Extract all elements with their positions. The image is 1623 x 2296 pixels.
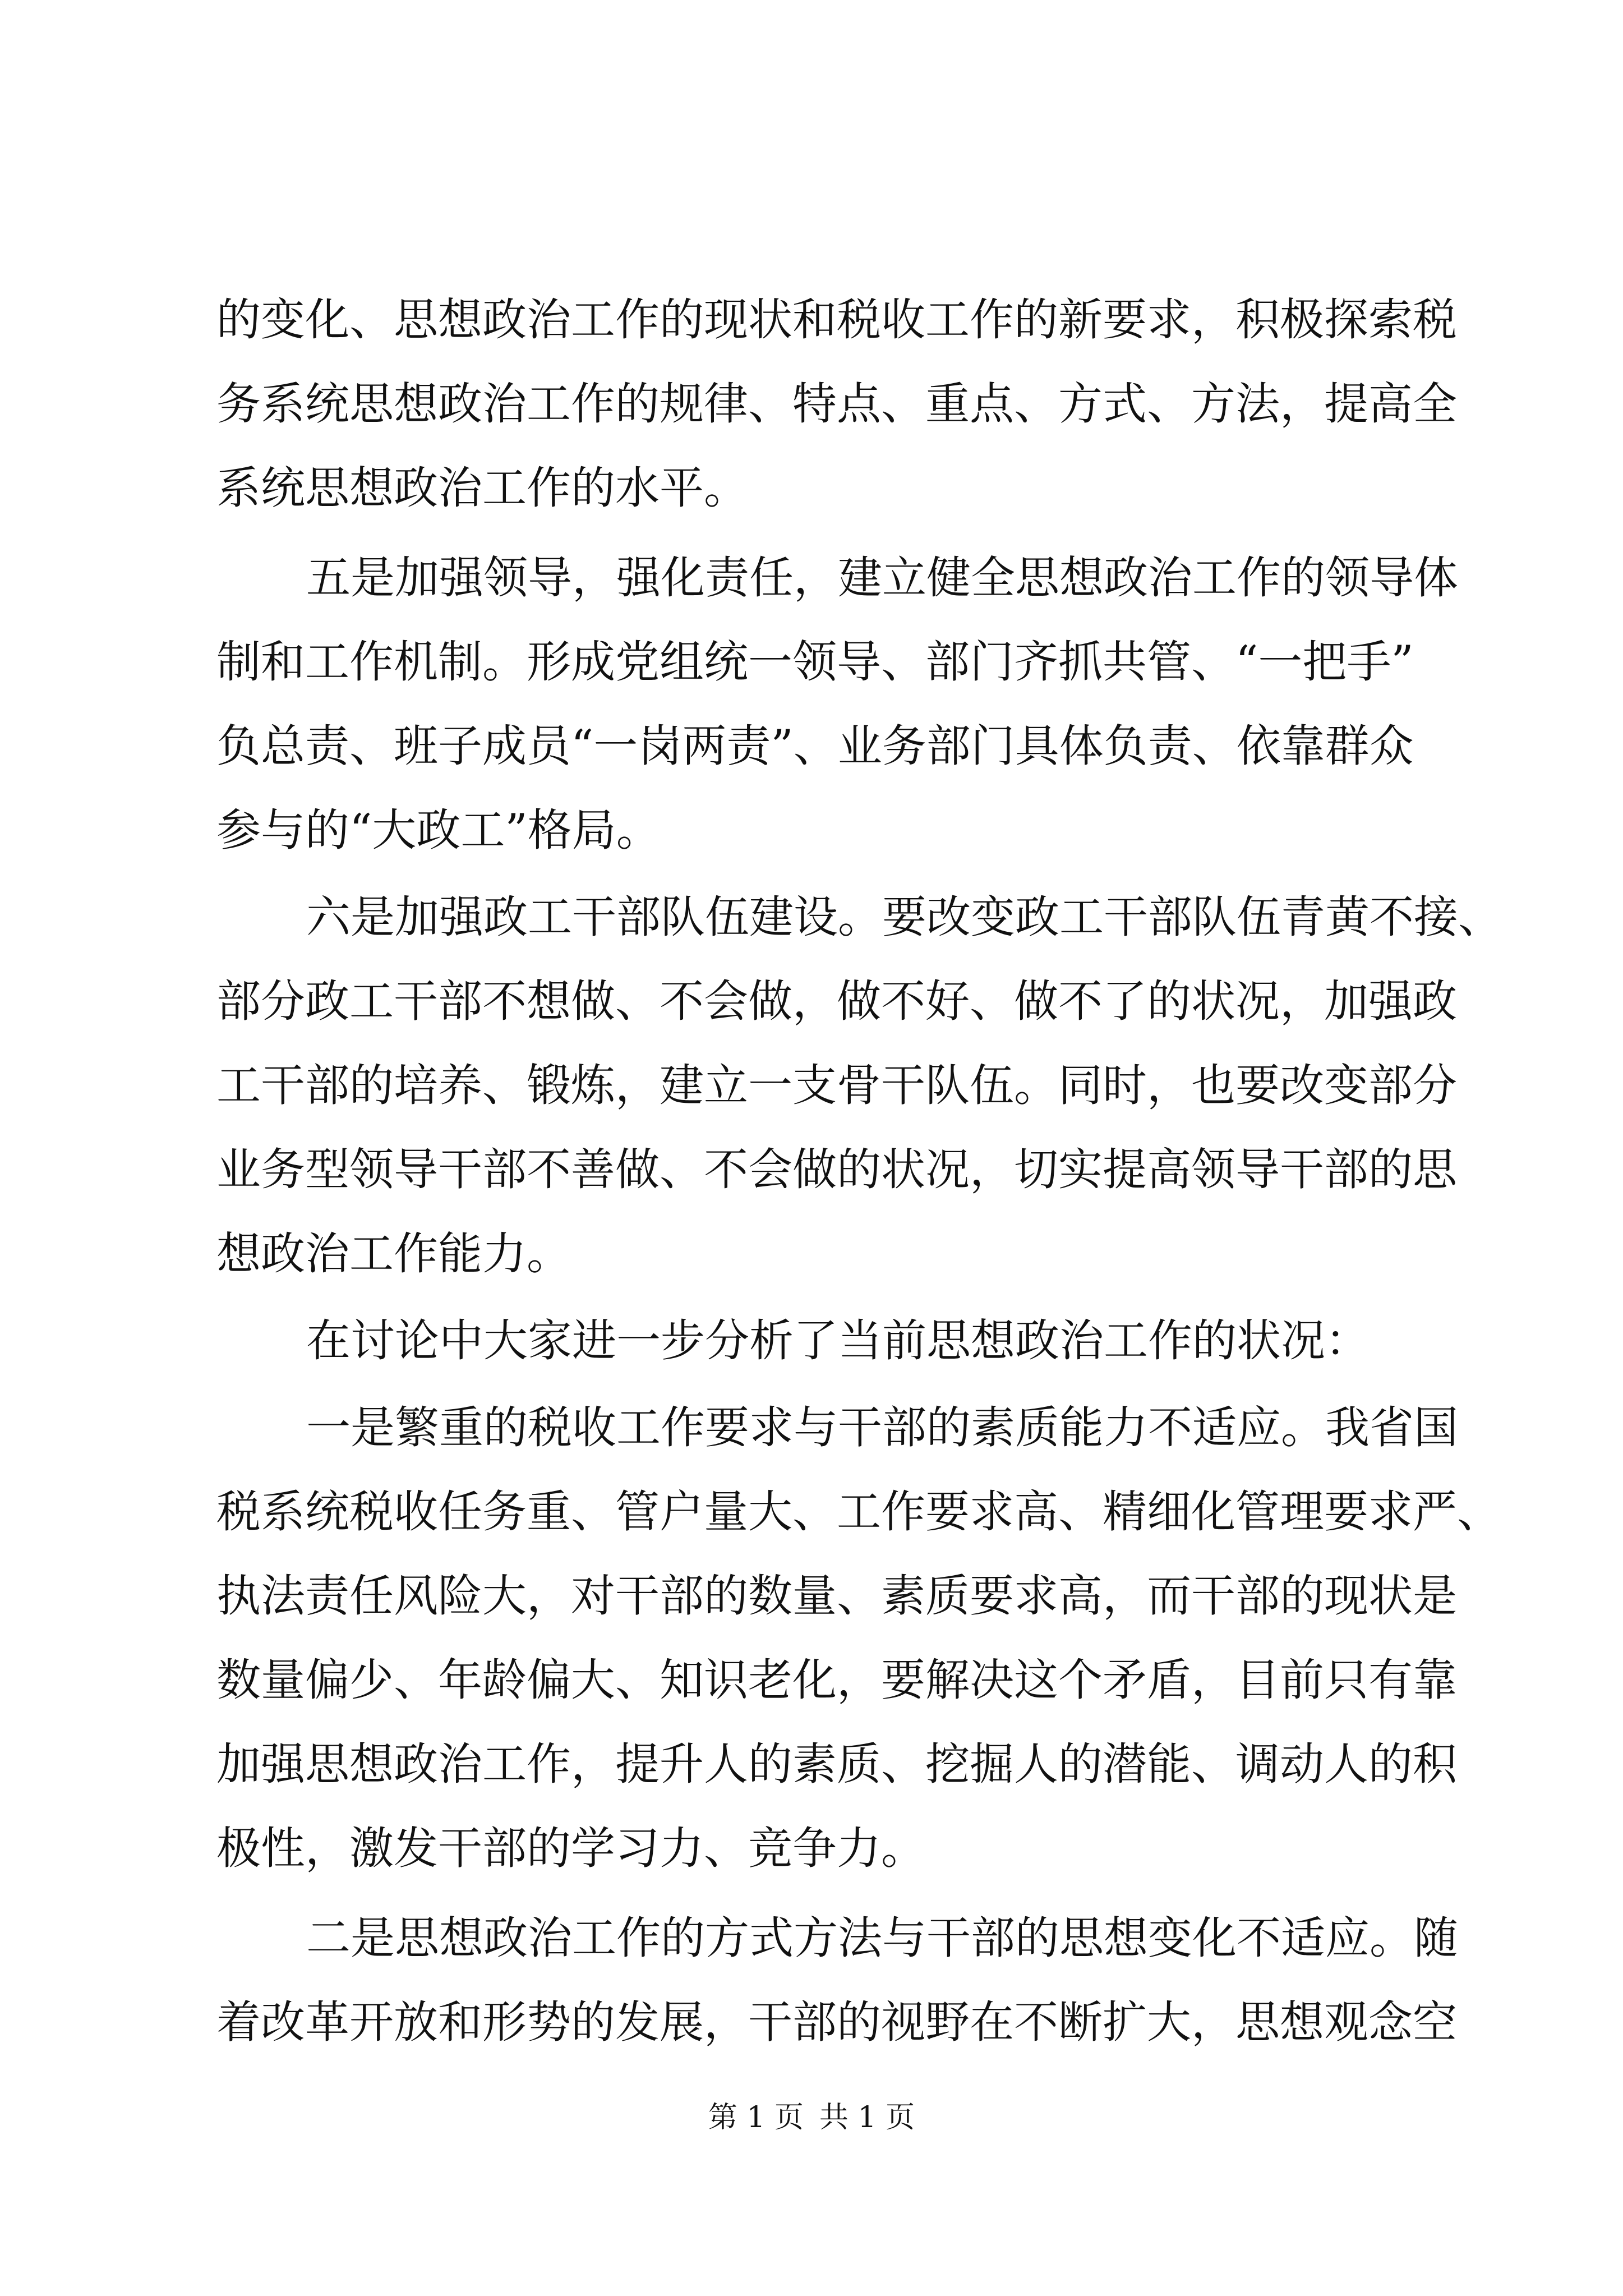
page-footer (0, 2095, 1623, 2140)
text-line: 务系统思想政治工作的规律、特点、重点、方式、方法，提高全 (216, 378, 1457, 430)
text-line: 参与的“大政工”格局。 (216, 804, 661, 856)
text-line: 系统思想政治工作的水平。 (216, 462, 748, 514)
text-line: 执法责任风险大，对干部的数量、素质要求高，而干部的现状是 (216, 1570, 1457, 1622)
text-line: 税系统税收任务重、管户量大、工作要求高、精细化管理要求严、 (216, 1486, 1501, 1538)
text-line: 加强思想政治工作，提升人的素质、挖掘人的潜能、调动人的积 (216, 1738, 1457, 1790)
text-line: 六是加强政工干部队伍建设。要改变政工干部队伍青黄不接、 (306, 891, 1502, 943)
text-line: 部分政工干部不想做、不会做，做不好、做不了的状况，加强政 (216, 976, 1457, 1027)
page-number: 第 1 页 (708, 2101, 804, 2134)
text-line: 想政治工作能力。 (216, 1228, 571, 1280)
text-line: 的变化、思想政治工作的现状和税收工作的新要求，积极探索税 (216, 294, 1457, 346)
text-line: 工干部的培养、锻炼，建立一支骨干队伍。同时，也要改变部分 (216, 1060, 1457, 1111)
text-line: 制和工作机制。形成党组统一领导、部门齐抓共管、“一把手” (216, 636, 1414, 688)
text-line: 二是思想政治工作的方式方法与干部的思想变化不适应。随 (306, 1912, 1458, 1964)
page-total: 共 1 页 (819, 2101, 915, 2134)
text-line: 五是加强领导，强化责任，建立健全思想政治工作的领导体 (306, 552, 1458, 604)
text-line: 在讨论中大家进一步分析了当前思想政治工作的状况： (306, 1315, 1370, 1366)
text-line: 极性，激发干部的学习力、竞争力。 (216, 1823, 925, 1874)
text-line: 一是繁重的税收工作要求与干部的素质能力不适应。我省国 (306, 1402, 1458, 1453)
text-line: 着改革开放和形势的发展，干部的视野在不断扩大，思想观念空 (216, 1996, 1457, 2048)
text-line: 负总责、班子成员“一岗两责”、业务部门具体负责、依靠群众 (216, 720, 1414, 772)
text-line: 业务型领导干部不善做、不会做的状况，切实提高领导干部的思 (216, 1144, 1457, 1195)
text-line: 数量偏少、年龄偏大、知识老化，要解决这个矛盾，目前只有靠 (216, 1654, 1457, 1706)
